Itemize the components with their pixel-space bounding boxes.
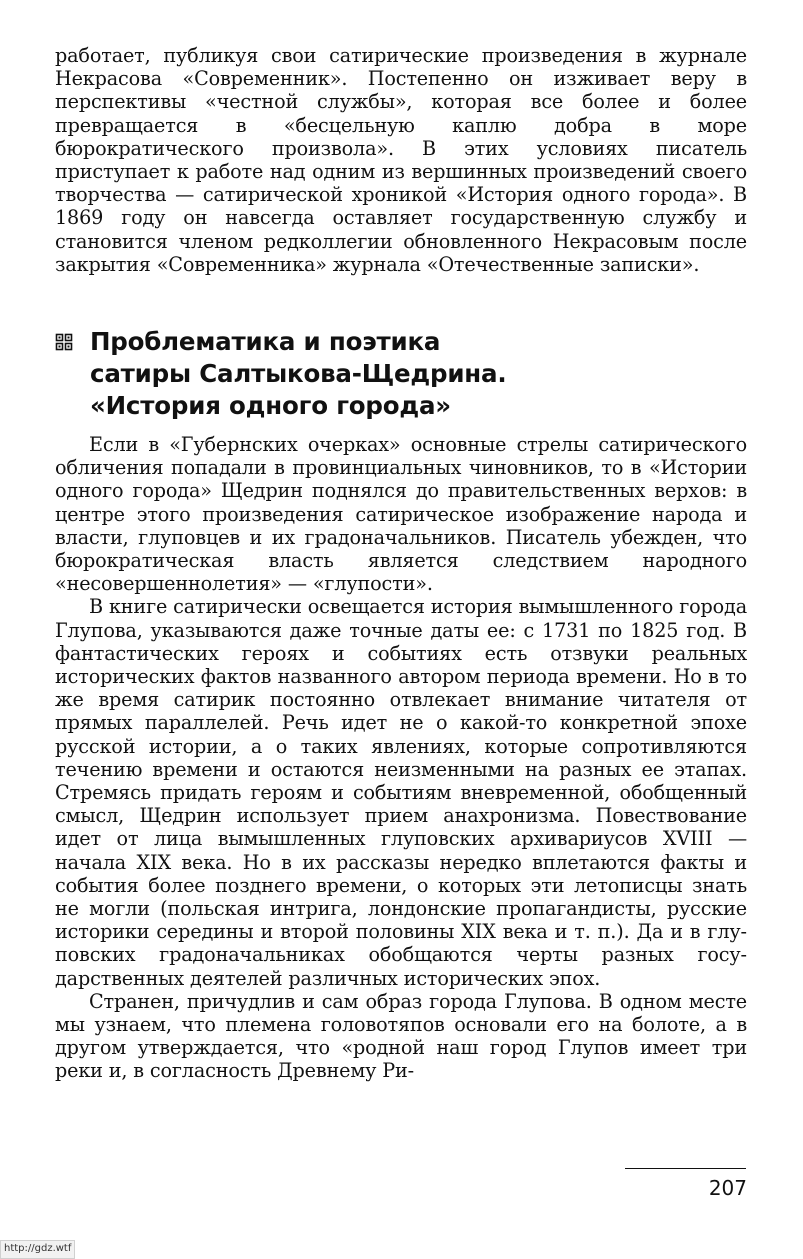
paragraph-1: Если в «Губернских очерках» основные стрелы сатирического обличения попадали в провинциальных чиновников, то в «Истории одного города» Щедрин поднялся до правительственных верхов: в центре этого произведения сатирическое изображение народа и власти, глуповцев и их градоначальников. Писатель убежден, что бюрократическая власть является следствием народного «несовершеннолетия» — «глупости». [55,433,747,596]
watermark-link[interactable]: http://gdz.wtf [0,1240,75,1259]
section-title: Проблематика и поэтика сатиры Салтыкова-Щедрина. «История одного города» [90,327,507,420]
body-text [55,433,747,1083]
paragraph-3: Странен, причудлив и сам образ города Глупова. В одном месте мы узнаем, что племена головотяпов основали его на болоте, а в другом утверждается, что «родной наш город Глупов имеет три реки и, в согласность Древнему Ри- [55,989,747,1083]
section-ornament-icon [55,333,73,351]
paragraph-intro: работает, публикуя свои сатирические произведения в журнале Некрасова «Современник». Постепенно он изживает веру в перспективы «честной службы», которая все более и более превращается в «бесцельную каплю добра в море бюрократического произвола». В этих условиях писатель приступает к работе над одним из вершинных произведений своего творчества — сатирической хроникой «История одного города». В 1869 году он навсегда оставляет государственную службу и становится членом редколлегии обновленного Некрасовым после закрытия «Современника» журнала «Отечественные записки». [55,44,747,276]
footer-rule [625,1168,746,1169]
paragraph-2: В книге сатирически освещается история вымышленного города Глупова, указываются даже точные даты ее: с 1731 по 1825 год. В фантастических героях и событиях есть отзвуки реальных исторических фактов названного автором периода времени. Но в то же время сатирик постоянно отвлекает внимание читателя от прямых параллелей. Речь идет не о какой-то конкретной эпохе русской истории, а о таких явлениях, которые сопротивляются течению времени и остаются неизменными на разных ее этапах. Стремясь придать героям и событиям вневременной, обобщенный смысл, Щедрин использует прием анахронизма. Повествование идет от лица вымышленных глуповских архивариусов XVIII — начала XIX века. Но в их рассказы нередко вплетаются факты и события более позднего времени, о которых эти летописцы знать не могли (польская интрига, лондонские пропагандисты, русские историки середины и второй половины XIX века и т. п.). Да и в глуповских градоначальниках обобщаются черты разных государственных деятелей различных исторических эпох. [55,595,747,990]
page-number: 207 [708,1176,747,1200]
intro-paragraph [55,44,747,276]
